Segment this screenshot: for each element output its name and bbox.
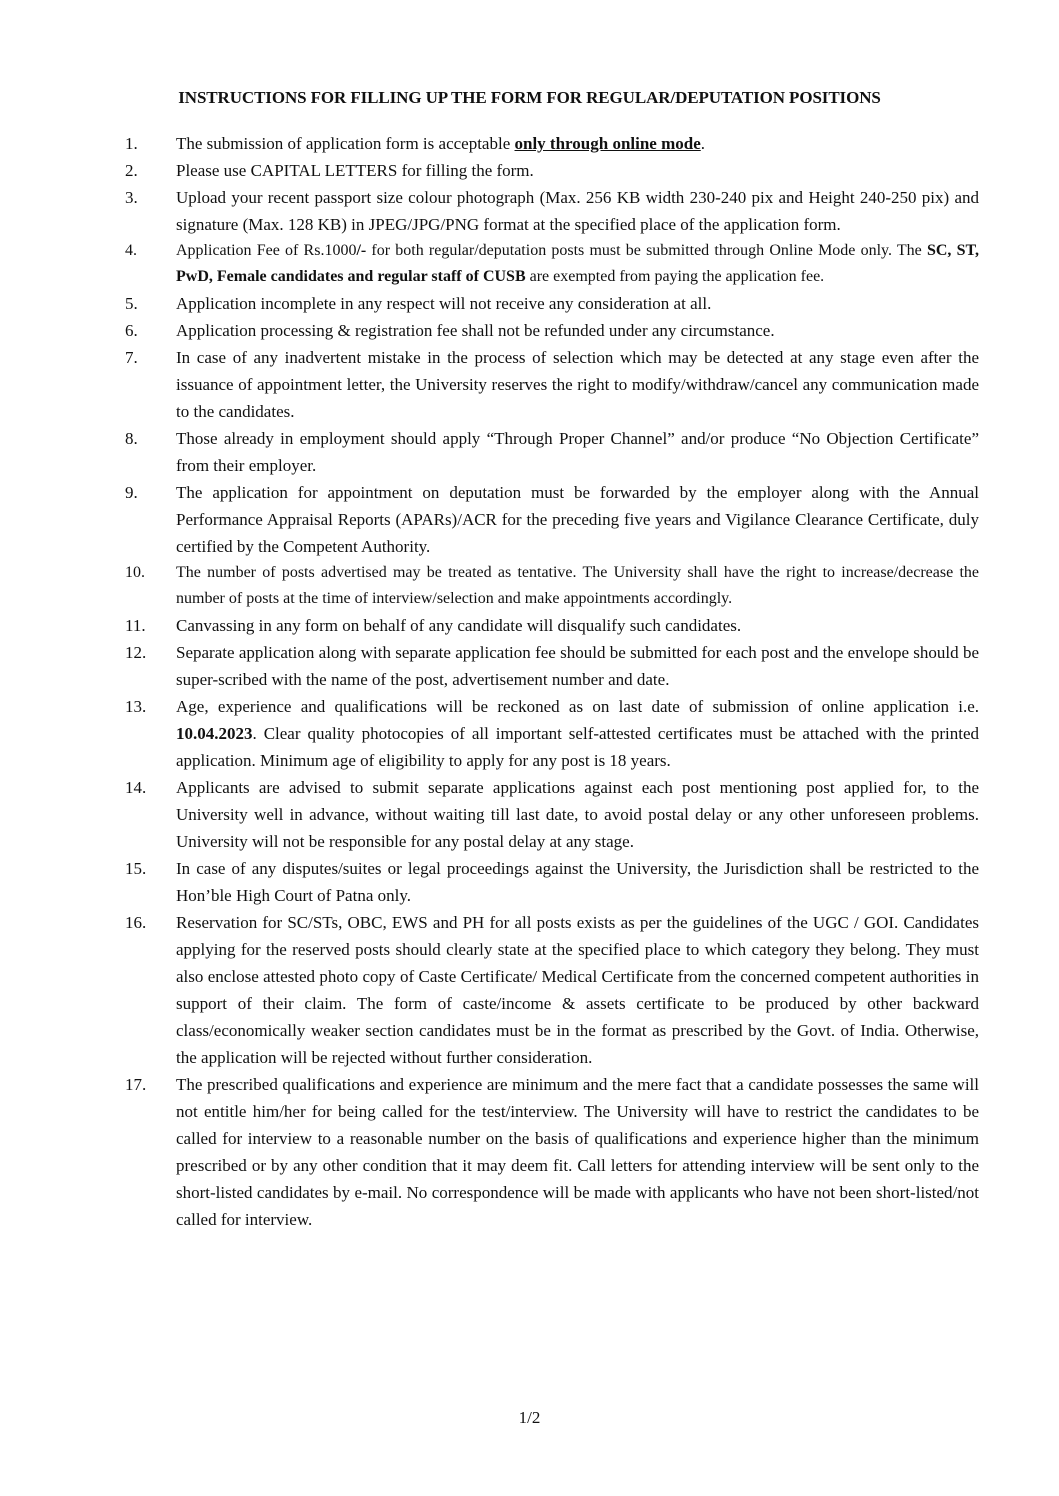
item-number: 6. (125, 321, 138, 340)
item-text: Those already in employment should apply “Through Proper Channel” and/or produce “No Objection Certificate” from their employer. (176, 429, 979, 475)
item-text-end: . Clear quality photocopies of all important self-attested certificates must be attached with the printed application. Minimum age of eligibility to apply for any post is 18 years. (176, 724, 979, 770)
item-number: 9. (125, 483, 138, 502)
instruction-item-8 (125, 425, 979, 479)
instruction-item-6 (125, 317, 979, 344)
instruction-item-2 (125, 157, 979, 184)
instruction-item-4 (125, 238, 979, 290)
item-text: Age, experience and qualifications will be reckoned as on last date of submission of online application i.e. (176, 697, 979, 716)
instruction-item-13 (125, 693, 979, 774)
item-emphasis-date: 10.04.2023 (176, 724, 253, 743)
instruction-item-1 (125, 130, 979, 157)
item-number: 11. (125, 616, 146, 635)
item-text: The submission of application form is acceptable (176, 134, 515, 153)
item-emphasis: /- (356, 242, 367, 259)
instruction-item-7 (125, 344, 979, 425)
item-text: The prescribed qualifications and experience are minimum and the mere fact that a candidate possesses the same will not entitle him/her for being called for the test/interview. The University will have to restrict the candidates to be called for interview to a reasonable number on the basis of qualifications and experience higher than the minimum prescribed or by any other condition that it may deem fit. Call letters for attending interview will be sent only to the short-listed candidates by e-mail. No correspondence will be made with applicants who have not been short-listed/not called for interview. (176, 1075, 979, 1229)
item-number: 8. (125, 429, 138, 448)
item-number: 12. (125, 643, 147, 662)
item-emphasis: only through online mode (514, 134, 701, 153)
item-text-middle: for both regular/deputation posts must be submitted through Online Mode only. The (366, 242, 927, 259)
instruction-item-17 (125, 1071, 979, 1233)
item-text: Application incomplete in any respect will not receive any consideration at all. (176, 294, 712, 313)
instruction-list (125, 130, 979, 1233)
item-number: 14. (125, 778, 147, 797)
page-title: INSTRUCTIONS FOR FILLING UP THE FORM FOR REGULAR/DEPUTATION POSITIONS (178, 88, 881, 107)
instruction-item-16 (125, 909, 979, 1071)
instruction-item-14 (125, 774, 979, 855)
item-number: 17. (125, 1075, 147, 1094)
item-emphasis-exempt: SC, ST, PwD, Female candidates and regular staff of CUSB (176, 242, 979, 285)
item-number: 5. (125, 294, 138, 313)
item-text: Please use CAPITAL LETTERS for filling the form. (176, 161, 534, 180)
item-text: In case of any inadvertent mistake in the process of selection which may be detected at any stage even after the issuance of appointment letter, the University reserves the right to modify/withdraw/cancel any communication made to the candidates. (176, 348, 979, 421)
instruction-item-3 (125, 184, 979, 238)
item-text: In case of any disputes/suites or legal proceedings against the University, the Jurisdiction shall be restricted to the Hon’ble High Court of Patna only. (176, 859, 979, 905)
item-text: Canvassing in any form on behalf of any candidate will disqualify such candidates. (176, 616, 742, 635)
instruction-item-11 (125, 612, 979, 639)
item-number: 3. (125, 188, 138, 207)
item-text: Application Fee of Rs.1000 (176, 242, 357, 259)
item-number: 13. (125, 697, 147, 716)
item-number: 16. (125, 913, 147, 932)
item-text: The application for appointment on deputation must be forwarded by the employer along with the Annual Performance Appraisal Reports (APARs)/ACR for the preceding five years and Vigilance Clearance Certificate, duly certified by the Competent Authority. (176, 483, 979, 556)
item-text: Separate application along with separate application fee should be submitted for each post and the envelope should be super-scribed with the name of the post, advertisement number and date. (176, 643, 979, 689)
item-number: 15. (125, 859, 147, 878)
item-number: 2. (125, 161, 138, 180)
item-text: The number of posts advertised may be treated as tentative. The University shall have the right to increase/decrease the number of posts at the time of interview/selection and make appointments accordingly. (176, 564, 979, 607)
instruction-item-10 (125, 560, 979, 612)
item-number: 1. (125, 134, 138, 153)
item-text: Upload your recent passport size colour photograph (Max. 256 KB width 230-240 pix and Height 240-250 pix) and signature (Max. 128 KB) in JPEG/JPG/PNG format at the specified place of the application form. (176, 188, 979, 234)
instruction-item-5 (125, 290, 979, 317)
page-number: 1/2 (518, 1408, 541, 1427)
instruction-item-12 (125, 639, 979, 693)
item-number: 4. (125, 242, 137, 259)
item-text-end: are exempted from paying the application fee. (525, 268, 825, 285)
item-number: 7. (125, 348, 138, 367)
item-number: 10. (125, 564, 145, 581)
item-text: Reservation for SC/STs, OBC, EWS and PH for all posts exists as per the guidelines of the UGC / GOI. Candidates applying for the reserved posts should clearly state at the specified place to which category they belong. They must also enclose attested photo copy of Caste Certificate/ Medical Certificate from the concerned competent authorities in support of their claim. The form of caste/income & assets certificate to be produced by other backward class/economically weaker section candidates must be in the format as prescribed by the Govt. of India. Otherwise, the application will be rejected without further consideration. (176, 913, 979, 1067)
item-text: Applicants are advised to submit separate applications against each post mentioning post applied for, to the University well in advance, without waiting till last date, to avoid postal delay or any other unforeseen problems. University will not be responsible for any postal delay at any stage. (176, 778, 979, 851)
item-text-end: . (700, 134, 706, 153)
item-text: Application processing & registration fee shall not be refunded under any circumstance. (176, 321, 775, 340)
instruction-item-9 (125, 479, 979, 560)
instruction-item-15 (125, 855, 979, 909)
